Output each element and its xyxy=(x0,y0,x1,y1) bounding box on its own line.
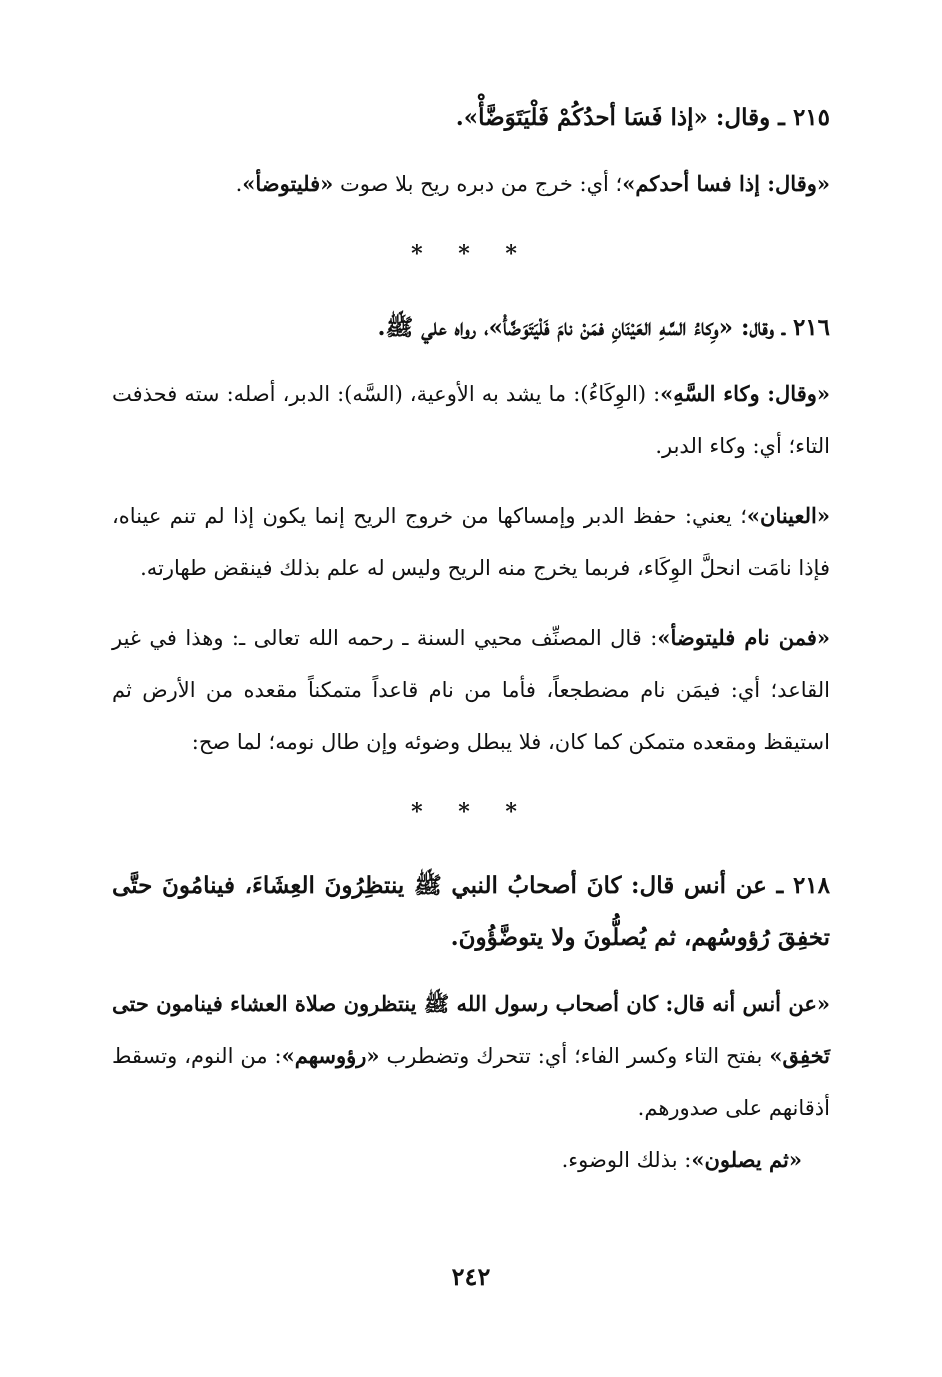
commentary-218-1-text: بفتح التاء وكسر الفاء؛ أي: تتحرك وتضطرب xyxy=(379,1044,770,1068)
commentary-216-3 xyxy=(112,612,830,768)
commentary-218-1-quote: «عن أنس أنه قال: كان أصحاب رسول الله ﷺ ينتظرون صلاة العشاء فينامون حتى تَخفِق» xyxy=(112,991,830,1068)
commentary-215-quote-2: «فليتوضأ» xyxy=(242,171,334,196)
commentary-216-1 xyxy=(112,368,830,472)
section-separator: * * * xyxy=(411,799,531,825)
commentary-218-1-quote-2: «رؤوسهم» xyxy=(281,1043,380,1068)
commentary-216-3-quote: «فمن نام فليتوضأ» xyxy=(657,625,830,650)
commentary-218-2-text: : بذلك الوضوء. xyxy=(561,1148,692,1172)
commentary-218-1 xyxy=(112,978,830,1134)
hadith-218: ٢١٨ ـ عن أنس قال: كانَ أصحابُ النبي ﷺ ينتظِرُونَ العِشَاءَ، فينامُونَ حتَّى تخفِقَ رُؤوسُهم، ثم يُصلُّونَ ولا يتوضَّؤُونَ. xyxy=(112,872,830,951)
commentary-216-2-quote: «العينان» xyxy=(746,503,830,528)
commentary-216-2-text: ؛ يعني: حفظ الدبر وإمساكها من خروج الريح إنما يكون إذا لم تنم عيناه، فإذا نامَت انحلَّ الوِكَاء، فربما يخرج منه الريح وليس له علم بذلك فينقض طهارته. xyxy=(112,504,830,580)
page-number: ٢٤٢ xyxy=(451,1262,491,1291)
commentary-215-end: . xyxy=(235,172,243,196)
commentary-215-quote: «وقال: إذا فسا أحدكم» xyxy=(622,171,830,196)
commentary-218-2-quote: «ثم يصلون» xyxy=(691,1147,802,1172)
commentary-215 xyxy=(112,158,830,210)
commentary-215-text: ؛ أي: خرج من دبره ريح بلا صوت xyxy=(333,172,623,196)
commentary-218-1-end: : من النوم، وتسقط أذقانهم على صدورهم. xyxy=(112,1044,830,1120)
commentary-218-2 xyxy=(112,1134,830,1186)
commentary-216-2 xyxy=(112,490,830,594)
hadith-216: ٢١٦ ـ وقال: «وِكاءُ السَّهِ العَيْنَانِ فمَنْ نامَ فَلْيَتَوَضَّأْ»، رواه علي ﷺ. xyxy=(377,314,830,341)
section-separator: * * * xyxy=(411,241,531,267)
commentary-216-1-text: : (الوِكَاءُ): ما يشد به الأوعية، (السَّه): الدبر، أصله: سته فحذفت التاء؛ أي: وكاء الدبر. xyxy=(112,382,830,458)
commentary-216-3-text: : قال المصنِّف محيي السنة ـ رحمه الله تعالى ـ: وهذا في غير القاعد؛ أي: فيمَن نام مضطجعاً، فأما من نام قاعداً متمكناً مقعده من الأرض ثم استيقظ ومقعده متمكن كما كان، فلا يبطل وضوئه وإن طال نومه؛ لما صح: xyxy=(112,626,830,754)
commentary-216-1-quote: «وقال: وكاء السَّهِ» xyxy=(660,381,830,406)
hadith-215: ٢١٥ ـ وقال: «إذا فَسَا أحدُكُمْ فَلْيَتَوَضَّأْ». xyxy=(455,104,830,131)
